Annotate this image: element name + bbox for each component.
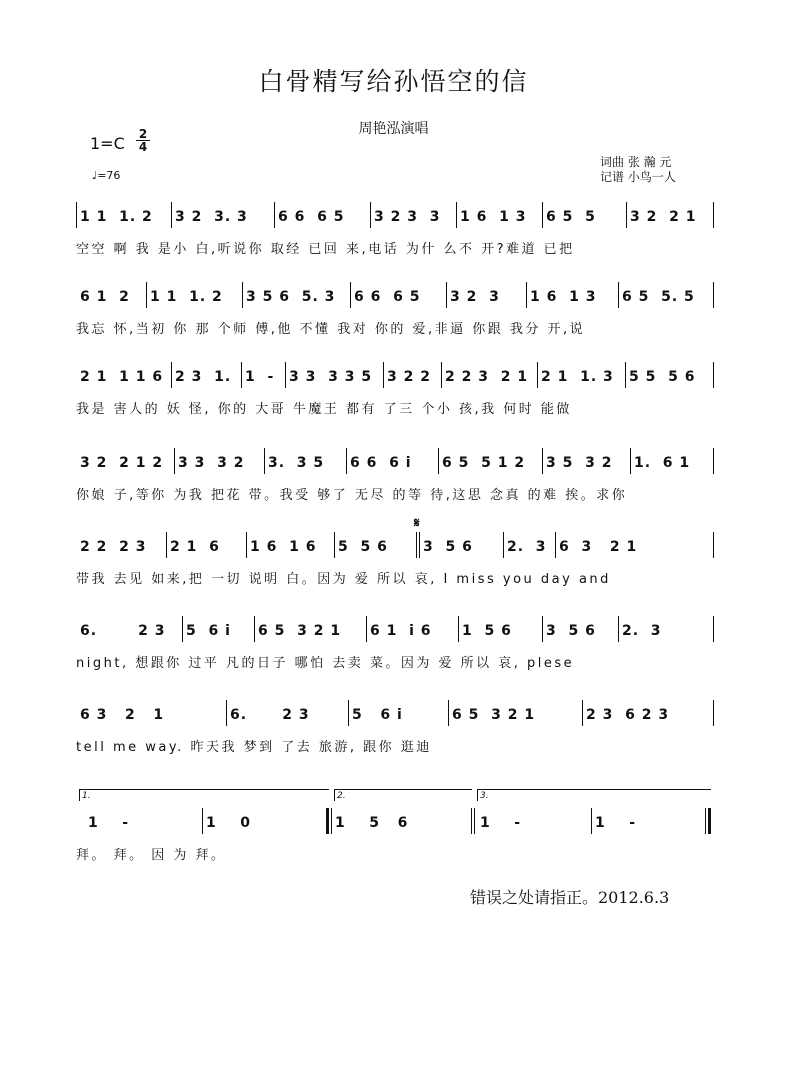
lyricist-composer: 词曲 张 瀚 元 [600, 155, 672, 169]
staff-system-2 [76, 282, 716, 368]
notes-row [76, 362, 716, 392]
staff-system-4 [76, 448, 716, 534]
segno-sign: 𝄋 [414, 516, 420, 531]
measure: 3 5 6 [546, 623, 596, 639]
footer-note: 错误之处请指正。2012.6.3 [470, 888, 670, 907]
measure: 1 0 [206, 815, 251, 831]
measure: 6 3 2 1 [80, 707, 165, 723]
measure: 6 1 i 6 [370, 623, 432, 639]
notes-row [76, 808, 716, 838]
measure: 3 5 3 2 [546, 455, 613, 471]
time-signature-bottom: 4 [138, 140, 148, 154]
measure: 3 3 3 3 5 [289, 369, 373, 385]
lyrics-line: 带我 去见 如来,把 一切 说明 白。因为 爱 所以 哀, I miss you day and [76, 572, 611, 587]
measure: 2 2 2 3 [80, 539, 147, 555]
ending-1-label: 1. [82, 791, 91, 801]
measure: 6. 2 3 [80, 623, 166, 639]
measure: 3 2 3 3 [374, 209, 441, 225]
measure: 2 1 1. 3 [541, 369, 614, 385]
measure: 2. 3 [622, 623, 662, 639]
time-signature [136, 128, 150, 153]
staff-system-1 [76, 202, 716, 288]
notes-row [76, 202, 716, 232]
staff-system-6 [76, 616, 716, 702]
measure: 6 5 3 2 1 [258, 623, 342, 639]
lyrics-line: 我是 害人的 妖 怪, 你的 大哥 牛魔王 都有 了三 个小 孩,我 何时 能做 [76, 402, 572, 417]
staff-system-3 [76, 362, 716, 448]
measure: 6 5 5 [546, 209, 596, 225]
measure: 1 6 1 3 [460, 209, 527, 225]
notes-row [76, 616, 716, 646]
measure: 1. 6 1 [634, 455, 691, 471]
measure: 3 2 3. 3 [175, 209, 248, 225]
staff-system-7 [76, 700, 716, 786]
measure: 1 6 1 6 [250, 539, 317, 555]
lyrics-line: 你娘 子,等你 为我 把花 带。我受 够了 无尽 的等 待,这思 念真 的难 挨。求你 [76, 488, 628, 503]
time-signature-top: 2 [136, 128, 150, 141]
measure: 3 3 3 2 [178, 455, 245, 471]
measure: 6 5 5 1 2 [442, 455, 526, 471]
measure: 1 1 1. 2 [80, 209, 153, 225]
measure: 2 1 6 [170, 539, 220, 555]
lyrics-line: 我忘 怀,当初 你 那 个师 傅,他 不懂 我对 你的 爱,非逼 你跟 我分 开,说 [76, 322, 586, 337]
staff-system-5 [76, 532, 716, 618]
key-signature: 1=C [90, 134, 125, 153]
measure: 3 2 2 1 [630, 209, 697, 225]
measure: 1 6 1 3 [530, 289, 597, 305]
measure: 2 3 6 2 3 [586, 707, 670, 723]
measure: 2 1 1 1 6 [80, 369, 164, 385]
measure: 1 - [245, 369, 275, 385]
measure: 1 - [480, 815, 522, 831]
transcriber: 记谱 小鸟一人 [600, 170, 676, 184]
measure: 1 1 1. 2 [150, 289, 223, 305]
measure: 2. 3 [507, 539, 547, 555]
notes-row [76, 448, 716, 478]
measure: 1 5 6 [335, 815, 409, 831]
notes-row [76, 700, 716, 730]
measure: 5 6 i [186, 623, 231, 639]
measure: 3 2 2 [387, 369, 431, 385]
measure: 6. 2 3 [230, 707, 310, 723]
lyrics-line: 拜。 拜。 因 为 拜。 [76, 848, 227, 863]
ending-3-label: 3. [480, 791, 489, 801]
measure: 1 - [88, 815, 130, 831]
measure: 1 - [595, 815, 637, 831]
measure: 5 5 6 [338, 539, 388, 555]
measure: 6 3 2 1 [559, 539, 638, 555]
measure: 6 6 6 i [350, 455, 412, 471]
measure: 6 5 3 2 1 [452, 707, 536, 723]
tempo-marking: ♩=76 [92, 169, 121, 182]
measure: 3 2 3 [450, 289, 500, 305]
measure: 6 5 5. 5 [622, 289, 695, 305]
staff-system-8 [76, 808, 716, 894]
measure: 3. 3 5 [268, 455, 325, 471]
measure: 1 5 6 [462, 623, 512, 639]
measure: 6 6 6 5 [354, 289, 421, 305]
lyrics-line: tell me way. 昨天我 梦到 了去 旅游, 跟你 逛迪 [76, 740, 432, 755]
measure: 5 5 5 6 [629, 369, 696, 385]
lyrics-line: night, 想跟你 过平 凡的日子 哪怕 去卖 菜。因为 爱 所以 哀, plese [76, 656, 575, 671]
lyrics-line: 空空 啊 我 是小 白,听说你 取经 已回 来,电话 为什 么不 开?难道 已把 [76, 242, 575, 257]
measure: 6 6 6 5 [278, 209, 345, 225]
author-credits [600, 155, 676, 185]
notes-row [76, 532, 716, 562]
notes-row [76, 282, 716, 312]
performer-credit: 周艳泓演唱 [358, 121, 429, 137]
measure: 3 2 2 1 2 [80, 455, 164, 471]
measure: 6 1 2 [80, 289, 130, 305]
measure: 2 3 1. [175, 369, 232, 385]
song-title: 白骨精写给孙悟空的信 [258, 67, 529, 96]
measure: 2 2 3 2 1 [445, 369, 529, 385]
measure: 5 6 i [352, 707, 403, 723]
measure: 3 5 6 5. 3 [246, 289, 336, 305]
ending-2-label: 2. [337, 791, 346, 801]
measure: 3 5 6 [423, 539, 473, 555]
